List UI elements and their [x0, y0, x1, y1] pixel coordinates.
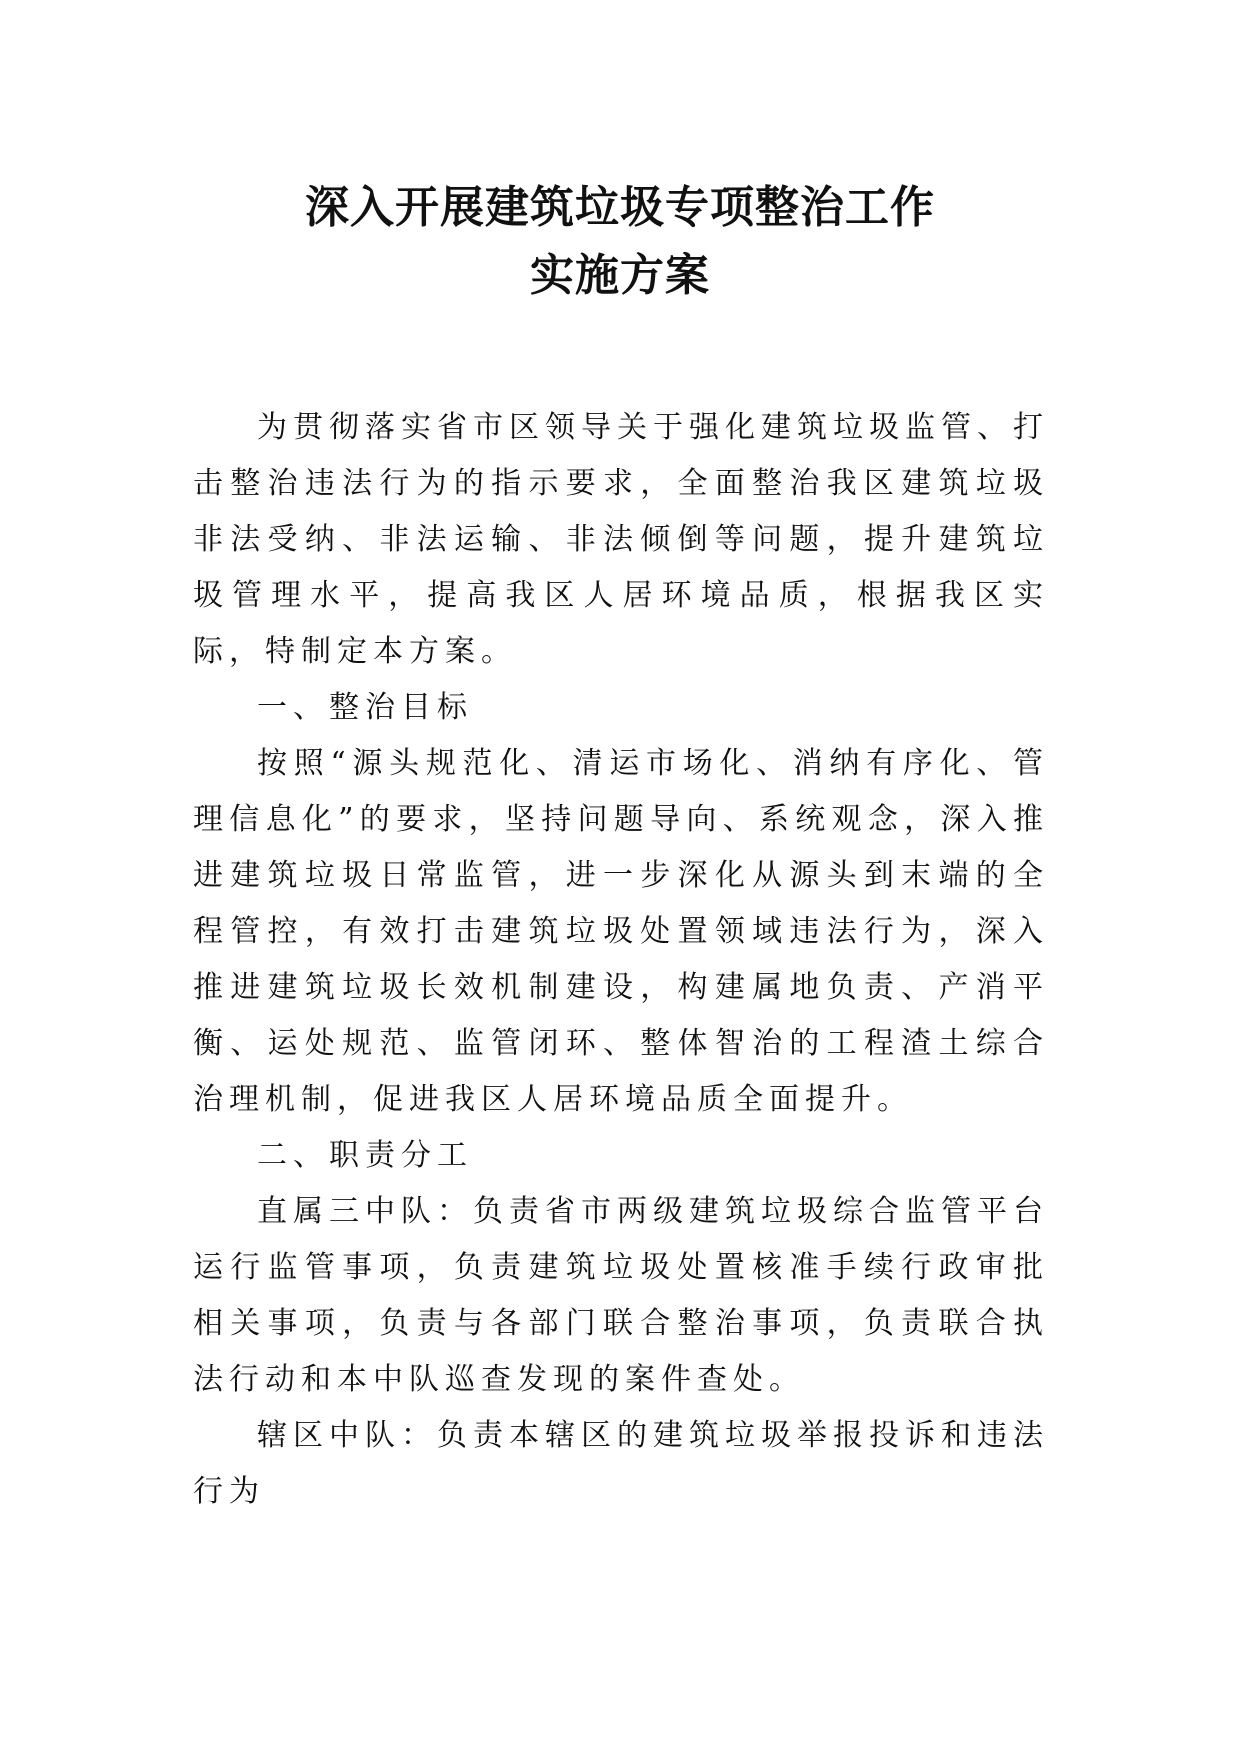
section-heading-goals: 一、整治目标	[257, 690, 473, 725]
responsibility-paragraph-district-team: 辖区中队：负责本辖区的建筑垃圾举报投诉和违法行为	[193, 1418, 1049, 1509]
document-title-line-2: 实施方案	[530, 250, 710, 301]
section-heading-responsibilities: 二、职责分工	[257, 1138, 473, 1173]
goals-paragraph: 按照“源头规范化、清运市场化、消纳有序化、管理信息化”的要求，坚持问题导向、系统观念，深入推进建筑垃圾日常监管，进一步深化从源头到末端的全程管控，有效打击建筑垃圾处置领域违法行为，深入推进建筑垃圾长效机制建设，构建属地负责、产消平衡、运处规范、监管闭环、整体智治的工程渣土综合治理机制，促进我区人居环境品质全面提升。	[193, 746, 1049, 1117]
responsibility-paragraph-direct-team: 直属三中队：负责省市两级建筑垃圾综合监管平台运行监管事项，负责建筑垃圾处置核准手续行政审批相关事项，负责与各部门联合整治事项，负责联合执法行动和本中队巡查发现的案件查处。	[193, 1194, 1049, 1397]
intro-paragraph: 为贯彻落实省市区领导关于强化建筑垃圾监管、打击整治违法行为的指示要求，全面整治我区建筑垃圾非法受纳、非法运输、非法倾倒等问题，提升建筑垃圾管理水平，提高我区人居环境品质，根据我区实际，特制定本方案。	[193, 410, 1049, 669]
document-title-line-1: 深入开展建筑垃圾专项整治工作	[305, 182, 935, 233]
document-body	[193, 400, 1049, 1520]
